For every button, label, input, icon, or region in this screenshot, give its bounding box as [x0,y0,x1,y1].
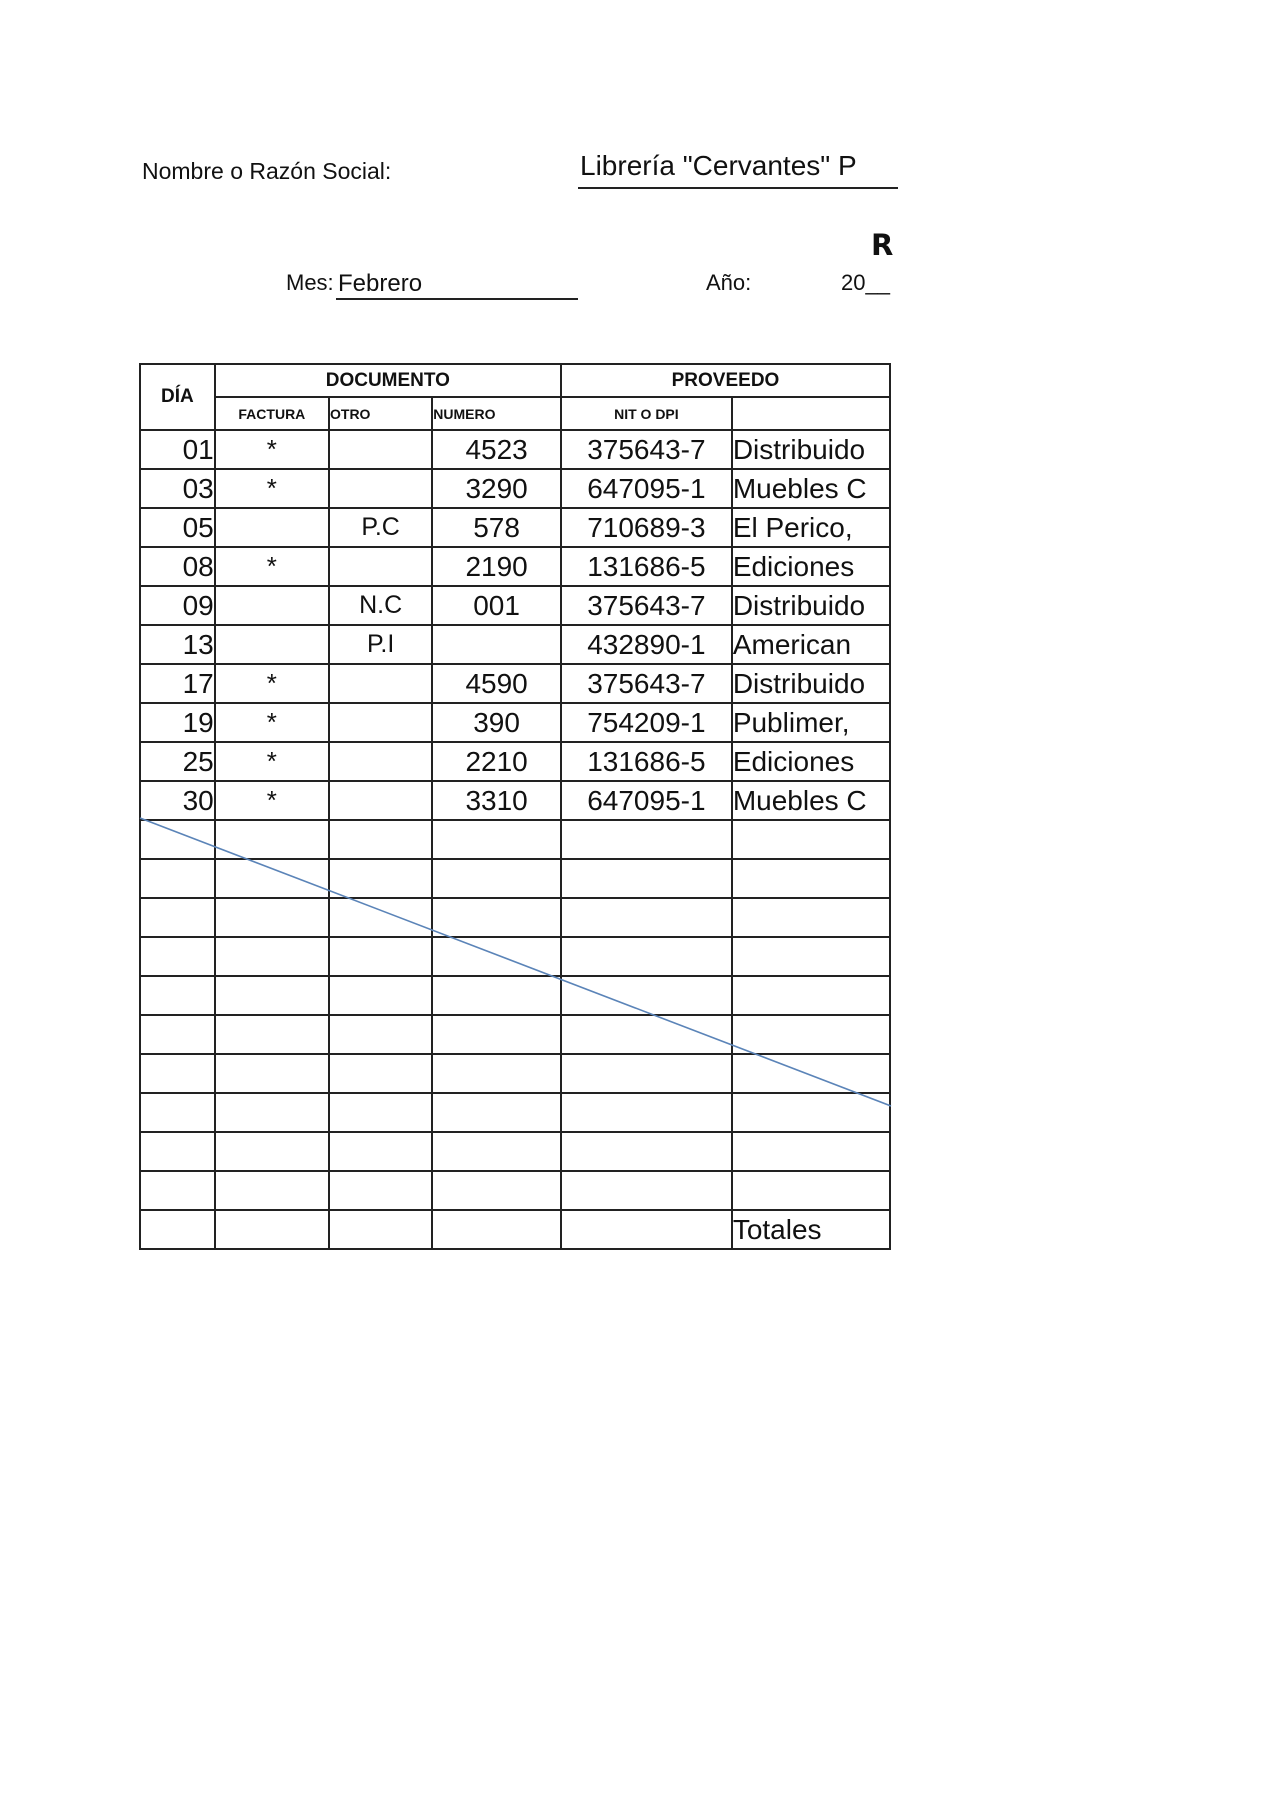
empty-cell [329,1093,432,1132]
empty-cell [140,898,215,937]
empty-cell [561,1015,732,1054]
cell-dia: 09 [140,586,215,625]
cell-proveedor: Publimer, [732,703,890,742]
empty-cell [329,820,432,859]
empty-row [140,976,890,1015]
empty-cell [329,1015,432,1054]
empty-cell [329,976,432,1015]
empty-cell [140,820,215,859]
empty-cell [432,1093,561,1132]
mes-underline [336,298,578,300]
cell-dia: 13 [140,625,215,664]
empty-cell [732,859,890,898]
totales-label: Totales [732,1210,890,1249]
cell-nit: 647095-1 [561,781,732,820]
empty-cell [732,976,890,1015]
empty-cell [329,898,432,937]
empty-cell [561,859,732,898]
empty-cell [432,976,561,1015]
empty-cell [432,898,561,937]
table-row [140,664,890,703]
empty-cell [140,1093,215,1132]
cell-numero: 2190 [432,547,561,586]
empty-cell [140,1171,215,1210]
cell-factura: * [215,547,329,586]
table-row [140,469,890,508]
table-row [140,508,890,547]
cell-numero: 001 [432,586,561,625]
cell-factura: * [215,703,329,742]
cell-numero: 3290 [432,469,561,508]
cell-otro [329,664,432,703]
cell-nit: 131686-5 [561,742,732,781]
cell-proveedor: Ediciones [732,742,890,781]
cell-dia: 01 [140,430,215,469]
razon-social-label: Nombre o Razón Social: [142,158,392,184]
empty-cell [732,898,890,937]
empty-row [140,1171,890,1210]
empty-cell [215,859,329,898]
empty-cell [215,1171,329,1210]
empty-cell [329,1210,432,1249]
subheader-numero: NUMERO [432,397,561,430]
empty-cell [215,1132,329,1171]
empty-row [140,1054,890,1093]
cell-factura: * [215,742,329,781]
empty-cell [732,820,890,859]
empty-row [140,1093,890,1132]
empty-cell [215,1015,329,1054]
empty-cell [432,1132,561,1171]
empty-cell [215,898,329,937]
cell-dia: 17 [140,664,215,703]
empty-cell [140,976,215,1015]
cell-factura: * [215,469,329,508]
cell-otro: N.C [329,586,432,625]
empty-row [140,1132,890,1171]
empty-cell [561,1210,732,1249]
table-row [140,430,890,469]
razon-social-value: Librería "Cervantes" P [580,150,857,181]
empty-cell [329,859,432,898]
subheader-otro: OTRO [329,397,432,430]
mes-value: Febrero [338,270,423,297]
cell-nit: 432890-1 [561,625,732,664]
empty-cell [215,937,329,976]
table-body [140,430,890,1249]
cell-otro [329,781,432,820]
cell-dia: 05 [140,508,215,547]
cell-proveedor: Ediciones [732,547,890,586]
header-documento: DOCUMENTO [215,364,561,397]
empty-cell [732,1015,890,1054]
table-row [140,547,890,586]
empty-cell [140,859,215,898]
empty-cell [329,1054,432,1093]
cell-nit: 647095-1 [561,469,732,508]
empty-cell [561,1093,732,1132]
purchases-register-table [139,363,891,1250]
empty-cell [432,1171,561,1210]
empty-cell [140,1132,215,1171]
cell-nit: 131686-5 [561,547,732,586]
cell-otro [329,469,432,508]
cell-proveedor: Distribuido [732,664,890,703]
empty-cell [215,1093,329,1132]
cell-factura: * [215,664,329,703]
empty-cell [215,820,329,859]
header-proveedor: PROVEEDO [561,364,890,397]
anio-value: 20__ [841,270,890,295]
empty-cell [561,898,732,937]
cell-numero: 4590 [432,664,561,703]
empty-cell [329,1171,432,1210]
empty-cell [561,976,732,1015]
cell-factura: * [215,430,329,469]
cell-proveedor: Muebles C [732,781,890,820]
cell-proveedor: Muebles C [732,469,890,508]
empty-cell [561,820,732,859]
empty-cell [140,1015,215,1054]
cell-dia: 03 [140,469,215,508]
cell-otro [329,703,432,742]
subheader-nit: NIT O DPI [561,397,732,430]
cell-proveedor: Distribuido [732,586,890,625]
cell-dia: 25 [140,742,215,781]
empty-cell [432,1210,561,1249]
empty-cell [561,1132,732,1171]
subheader-factura: FACTURA [215,397,329,430]
cell-nit: 375643-7 [561,430,732,469]
cell-otro [329,430,432,469]
empty-cell [140,1210,215,1249]
empty-cell [732,1054,890,1093]
empty-cell [215,1210,329,1249]
cell-dia: 30 [140,781,215,820]
empty-row [140,820,890,859]
anio-label: Año: [706,270,752,295]
cell-otro [329,547,432,586]
cell-nit: 375643-7 [561,664,732,703]
empty-cell [561,1054,732,1093]
cell-factura [215,625,329,664]
cell-nit: 754209-1 [561,703,732,742]
empty-cell [432,1054,561,1093]
table-row [140,625,890,664]
empty-cell [432,859,561,898]
table-row [140,703,890,742]
header-dia: DÍA [140,364,215,430]
razon-social-underline [578,187,898,189]
mes-label: Mes: [286,270,334,295]
empty-cell [140,937,215,976]
cell-proveedor: Distribuido [732,430,890,469]
table-row [140,781,890,820]
cell-otro: P.C [329,508,432,547]
empty-cell [432,1015,561,1054]
empty-cell [215,1054,329,1093]
cell-factura [215,586,329,625]
page-title: R [871,228,894,262]
empty-row [140,1015,890,1054]
cell-numero: 2210 [432,742,561,781]
empty-cell [329,937,432,976]
empty-row [140,1210,890,1249]
empty-cell [329,1132,432,1171]
cell-numero: 3310 [432,781,561,820]
cell-dia: 08 [140,547,215,586]
cell-numero: 578 [432,508,561,547]
empty-cell [561,1171,732,1210]
table-row [140,586,890,625]
empty-cell [732,1132,890,1171]
empty-cell [732,1171,890,1210]
cell-numero: 4523 [432,430,561,469]
cell-nit: 710689-3 [561,508,732,547]
empty-row [140,898,890,937]
cell-numero: 390 [432,703,561,742]
empty-cell [732,1093,890,1132]
empty-cell [732,937,890,976]
subheader-proveedor-nombre [732,397,890,430]
empty-cell [432,937,561,976]
cell-numero [432,625,561,664]
cell-otro: P.I [329,625,432,664]
empty-row [140,859,890,898]
cell-factura [215,508,329,547]
cell-dia: 19 [140,703,215,742]
empty-cell [432,820,561,859]
cell-proveedor: El Perico, [732,508,890,547]
cell-nit: 375643-7 [561,586,732,625]
empty-cell [140,1054,215,1093]
cell-factura: * [215,781,329,820]
empty-row [140,937,890,976]
empty-cell [561,937,732,976]
cell-otro [329,742,432,781]
table-row [140,742,890,781]
cell-proveedor: American [732,625,890,664]
empty-cell [215,976,329,1015]
